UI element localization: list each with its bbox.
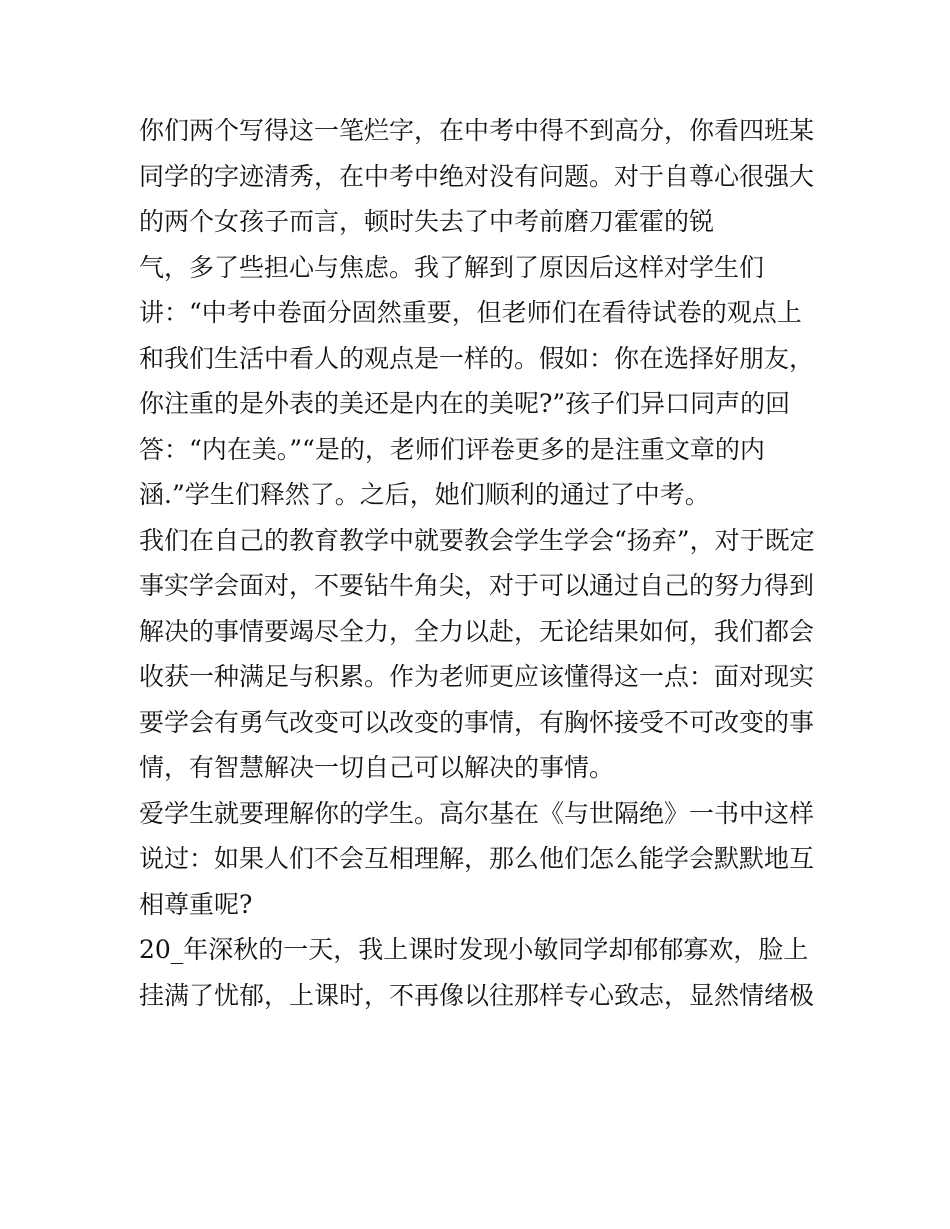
body-text	[139, 108, 829, 1018]
text-line: 相尊重呢?	[139, 889, 253, 919]
text-line: 收获一种满足与积累。作为老师更应该懂得这一点：面对现实	[139, 662, 815, 691]
text-line: 解决的事情要竭尽全力，全力以赴，无论结果如何，我们都会	[139, 616, 815, 646]
text-line: 的两个女孩子而言，顿时失去了中考前磨刀霍霍的锐	[139, 207, 715, 236]
text-line: 同学的字迹清秀，在中考中绝对没有问题。对于自尊心很强大	[139, 161, 815, 191]
text-line: 你注重的是外表的美还是内在的美呢?”孩子们异口同声的回	[139, 389, 791, 418]
text-line: 情，有智慧解决一切自己可以解决的事情。	[139, 753, 615, 782]
text-line: 爱学生就要理解你的学生。高尔基在《与世隔绝》一书中这样	[139, 798, 815, 828]
text-line: 要学会有勇气改变可以改变的事情，有胸怀接受不可改变的事	[139, 707, 815, 737]
text-line: 20_年深秋的一天，我上课时发现小敏同学却郁郁寡欢，脸上	[139, 935, 809, 964]
text-line: 事实学会面对，不要钻牛角尖，对于可以通过自己的努力得到	[139, 571, 815, 600]
text-line: 气，多了些担心与焦虑。我了解到了原因后这样对学生们	[139, 252, 765, 282]
text-line: 涵.”学生们释然了。之后，她们顺利的通过了中考。	[139, 480, 710, 509]
text-line: 你们两个写得这一笔烂字，在中考中得不到高分，你看四班某	[139, 116, 815, 145]
text-line: 和我们生活中看人的观点是一样的。假如：你在选择好朋友，	[139, 343, 815, 373]
text-line: 挂满了忧郁，上课时，不再像以往那样专心致志，显然情绪极	[139, 980, 815, 1010]
text-line: 讲：“中考中卷面分固然重要，但老师们在看待试卷的观点上	[139, 298, 802, 327]
text-line: 答：“内在美。”“是的，老师们评卷更多的是注重文章的内	[139, 434, 765, 464]
text-line: 说过：如果人们不会互相理解，那么他们怎么能学会默默地互	[139, 844, 815, 873]
text-line: 我们在自己的教育教学中就要教会学生学会“扬弃”，对于既定	[139, 525, 815, 555]
